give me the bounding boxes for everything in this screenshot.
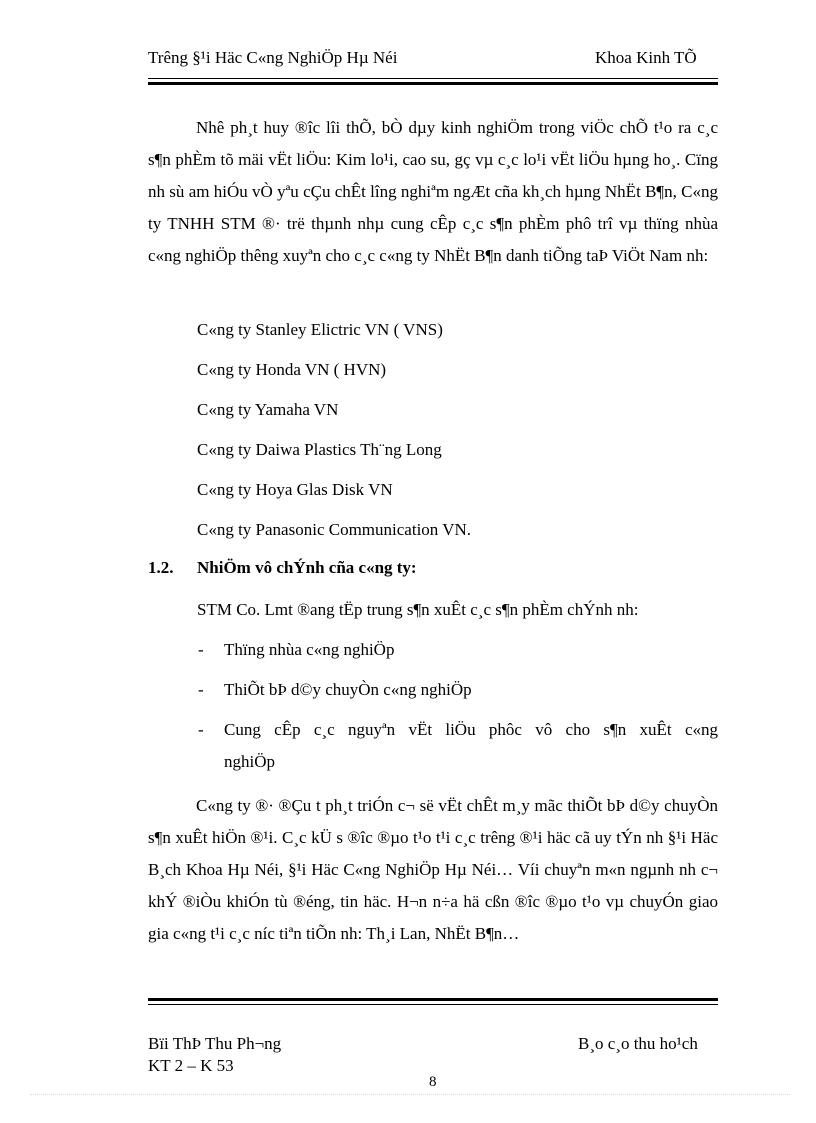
section-number: 1.2. — [148, 558, 174, 577]
products-intro: STM Co. Lmt ®ang tËp trung s¶n xuÊt c¸c s¶n phÈm chÝnh nh: — [197, 600, 639, 619]
product-item: Thïng nhùa c«ng nghiÖp — [224, 640, 395, 659]
footer-rule-thin — [148, 1004, 718, 1005]
company-item: C«ng ty Yamaha VN — [197, 400, 339, 419]
list-dash: - — [198, 640, 204, 659]
page-number: 8 — [429, 1074, 437, 1090]
header-faculty: Khoa Kinh TÕ — [595, 48, 697, 67]
company-item: C«ng ty Daiwa Plastics Th¨ng Long — [197, 440, 442, 459]
header-rule-thin — [148, 78, 718, 79]
company-item: C«ng ty Stanley Elictric VN ( VNS) — [197, 320, 443, 339]
company-item: C«ng ty Honda VN ( HVN) — [197, 360, 387, 379]
footer-author: Bïi ThÞ Thu Ph¬ng — [148, 1034, 282, 1053]
product-item: Cung cÊp c¸c nguyªn vËt liÖu phôc vô cho s¶n xuÊt c«ng — [224, 720, 718, 739]
product-item: ThiÕt bÞ d©y chuyÒn c«ng nghiÖp — [224, 680, 472, 699]
footer-rule-thick — [148, 998, 718, 1001]
paragraph-intro: Nhê ph¸t huy ®îc lîi thÕ, bÒ dµy kinh nghiÖm trong viÖc chÕ t¹o ra c¸c s¶n phÈm tõ mäi vËt liÖu: Kim lo¹i, cao su, gç vµ c¸c lo¹i vËt liÖu hµng ho¸. Cïng nh sù am hiÓu vÒ yªu cÇu chÊt lîng nghiªm ngÆt cña kh¸ch hµng NhËt B¶n, C«ng ty TNHH STM ®· trë thµnh nhµ cung cÊp c¸c s¶n phÈm phô trî vµ thïng nhùa c«ng nghiÖp thêng xuyªn cho c¸c c«ng ty NhËt B¶n danh tiÕng taÞ ViÖt Nam nh: — [148, 118, 718, 265]
header-school: Trêng §¹i Häc C«ng NghiÖp Hµ Néi — [148, 48, 398, 67]
section-title: NhiÖm vô chÝnh cña c«ng ty: — [197, 558, 417, 577]
list-dash: - — [198, 680, 204, 699]
footer-report-title: B¸o c¸o thu ho¹ch — [578, 1034, 698, 1053]
product-item-continued: nghiÖp — [224, 752, 275, 771]
footer-class: KT 2 – K 53 — [148, 1056, 234, 1075]
paragraph-facilities: C«ng ty ®· ®Çu t ph¸t triÓn c¬ së vËt chÊt m¸y mãc thiÕt bÞ d©y chuyÒn s¶n xuÊt hiÖn ®¹i. C¸c kÜ s ®îc ®µo t¹o t¹i c¸c trêng ®¹i häc cã uy tÝn nh §¹i Häc B¸ch Khoa Hµ Néi, §¹i Häc C«ng NghiÖp Hµ Néi… Víi chuyªn m«n ngµnh nh c¬ khÝ ®iÒu khiÓn tù ®éng, tin häc. H¬n n÷a hä cßn ®îc ®µo t¹o vµ chuyÓn giao gia c«ng t¹i c¸c níc tiªn tiÕn nh: Th¸i Lan, NhËt B¶n… — [148, 796, 718, 943]
company-item: C«ng ty Hoya Glas Disk VN — [197, 480, 393, 499]
list-dash: - — [198, 720, 204, 739]
page-bottom-dotted-line — [30, 1094, 790, 1095]
company-item: C«ng ty Panasonic Communication VN. — [197, 520, 472, 539]
header-rule-thick — [148, 82, 718, 85]
